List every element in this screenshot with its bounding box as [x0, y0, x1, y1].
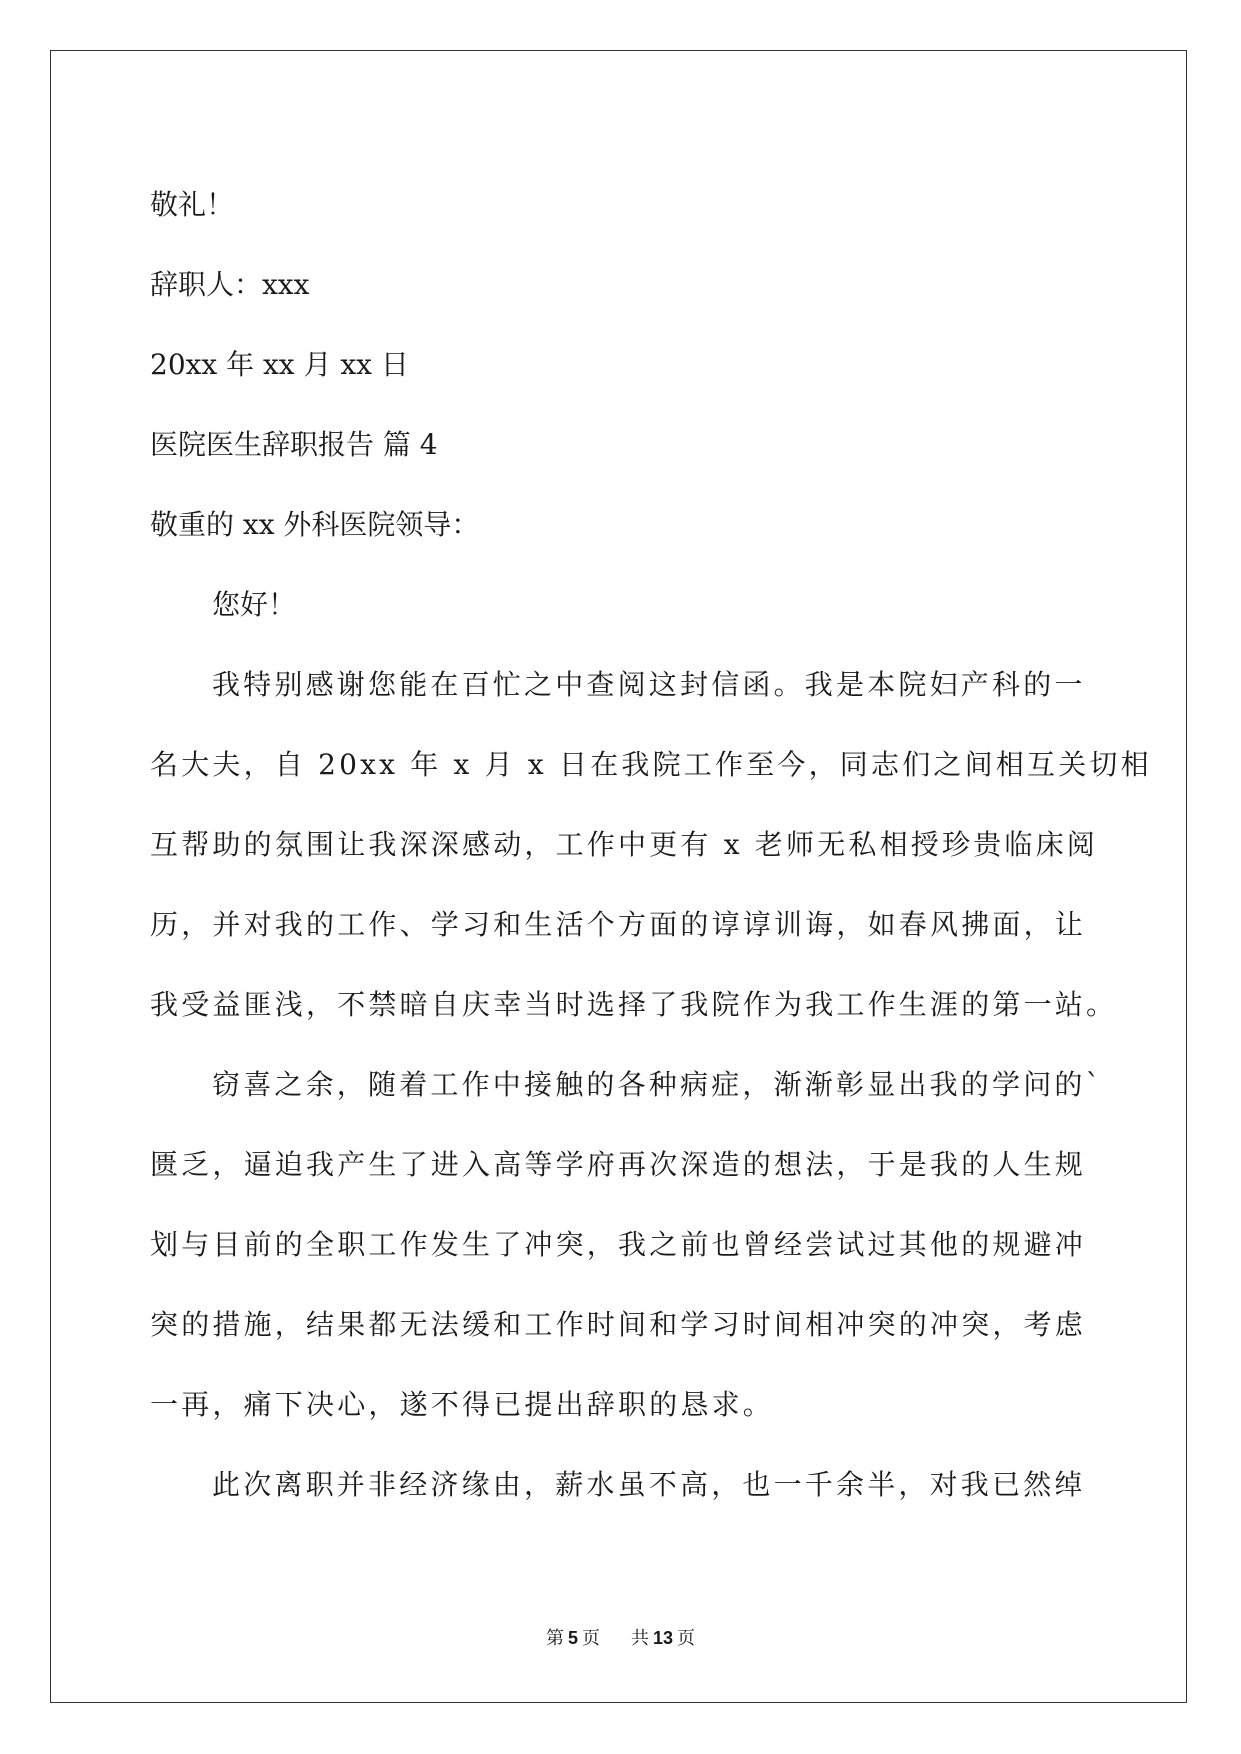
page-indicator — [544, 1628, 602, 1649]
page-suffix: 页 — [582, 1628, 601, 1649]
body-line: 我特别感谢您能在百忙之中查阅这封信函。我是本院妇产科的一 — [212, 668, 1086, 701]
letter-addressee: 敬重的 xx 外科医院领导： — [150, 508, 480, 541]
body-line: 名大夫，自 20xx 年 x 月 x 日在我院工作至今，同志们之间相互关切相 — [150, 748, 1152, 781]
body-line: 我受益匪浅，不禁暗自庆幸当时选择了我院作为我工作生涯的第一站。 — [150, 988, 1118, 1021]
page-prefix: 第 — [546, 1628, 565, 1649]
resigner-signature: 辞职人：xxx — [150, 268, 310, 301]
body-line: 此次离职并非经济缘由，薪水虽不高，也一千余半，对我已然绰 — [212, 1468, 1086, 1501]
body-line: 互帮助的氛围让我深深感动，工作中更有 x 老师无私相授珍贵临床阅 — [150, 828, 1098, 861]
greeting: 您好！ — [212, 588, 297, 621]
page-footer — [0, 1624, 1241, 1650]
body-line: 窃喜之余，随着工作中接触的各种病症，渐渐彰显出我的学问的` — [212, 1068, 1103, 1101]
total-pages-indicator — [629, 1628, 697, 1649]
body-line: 历，并对我的工作、学习和生活个方面的谆谆训诲，如春风拂面，让 — [150, 908, 1087, 941]
total-prefix: 共 — [630, 1628, 649, 1649]
section-title: 医院医生辞职报告 篇 4 — [150, 428, 438, 461]
document-body — [150, 165, 1152, 1525]
total-number: 13 — [652, 1628, 673, 1648]
body-line: 突的措施，结果都无法缓和工作时间和学习时间相冲突的冲突，考虑 — [150, 1308, 1087, 1341]
letter-date: 20xx 年 xx 月 xx 日 — [150, 348, 409, 381]
closing-salutation: 敬礼！ — [150, 188, 235, 221]
body-line: 一再，痛下决心，遂不得已提出辞职的恳求。 — [150, 1388, 775, 1421]
body-line: 划与目前的全职工作发生了冲突，我之前也曾经尝试过其他的规避冲 — [150, 1228, 1087, 1261]
total-suffix: 页 — [676, 1628, 695, 1649]
body-line: 匮乏，逼迫我产生了进入高等学府再次深造的想法，于是我的人生规 — [150, 1148, 1087, 1181]
page-number: 5 — [568, 1628, 579, 1648]
